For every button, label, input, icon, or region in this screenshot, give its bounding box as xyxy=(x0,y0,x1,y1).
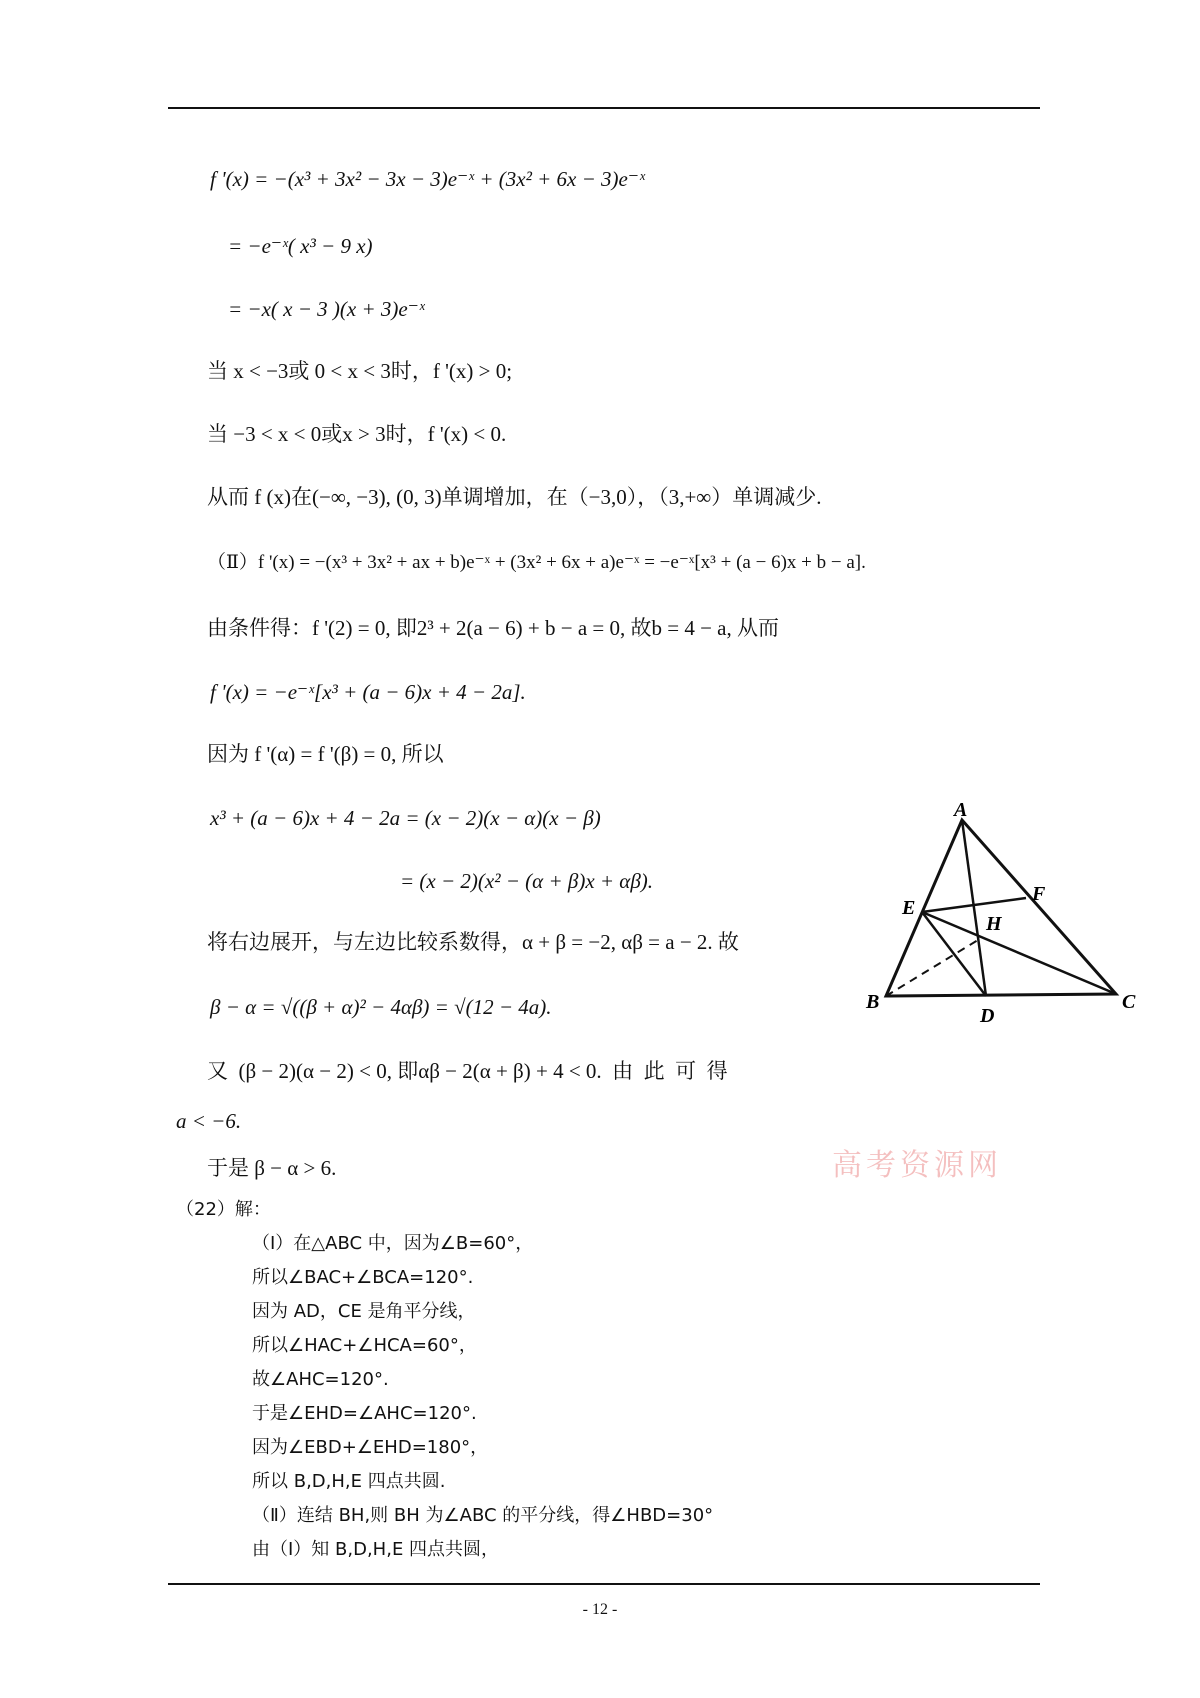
math-line-2: = −e⁻ˣ( x³ − 9 x) xyxy=(228,234,373,258)
text-line-16: a < −6. xyxy=(176,1109,242,1133)
label-e: E xyxy=(902,897,916,919)
label-a: A xyxy=(954,800,968,821)
solution-22-line: 所以∠BAC+∠BCA=120°. xyxy=(252,1267,474,1288)
text-line-13: 将右边展开，与左边比较系数得，α + β = −2, αβ = a − 2. 故 xyxy=(207,930,739,954)
text-line-6: 从而 f (x)在(−∞, −3), (0, 3)单调增加，在（−3,0），（3,+∞）单调减少. xyxy=(207,485,822,509)
triangle-figure xyxy=(808,800,1168,1070)
math-line-3: = −x( x − 3 )(x + 3)e⁻ˣ xyxy=(228,297,425,321)
math-line-1: f '(x) = −(x³ + 3x² − 3x − 3)e⁻ˣ + (3x² + 6x − 3)e⁻ˣ xyxy=(210,167,645,191)
label-b: B xyxy=(866,991,880,1013)
text-line-4: 当 x < −3或 0 < x < 3时，f '(x) > 0; xyxy=(207,359,513,383)
text-line-5: 当 −3 < x < 0或x > 3时，f '(x) < 0. xyxy=(207,422,507,446)
text-line-7: （Ⅱ）f '(x) = −(x³ + 3x² + ax + b)e⁻ˣ + (3x² + 6x + a)e⁻ˣ = −e⁻ˣ[x³ + (a − 6)x + b − a]. xyxy=(207,552,866,573)
solution-22-line: 因为 AD，CE 是角平分线， xyxy=(252,1301,476,1322)
label-d: D xyxy=(980,1005,995,1027)
solution-22-line: 由（Ⅰ）知 B,D,H,E 四点共圆， xyxy=(252,1539,500,1560)
label-c: C xyxy=(1122,991,1136,1013)
math-line-11: x³ + (a − 6)x + 4 − 2a = (x − 2)(x − α)(x − β) xyxy=(210,806,601,830)
solution-22-line: 所以∠HAC+∠HCA=60°， xyxy=(252,1335,477,1356)
text-line-15: 又 (β − 2)(α − 2) < 0, 即αβ − 2(α + β) + 4 < 0. 由 此 可 得 xyxy=(207,1059,728,1083)
solution-22-line: 于是∠EHD=∠AHC=120°. xyxy=(252,1403,477,1424)
math-line-14: β − α = √((β + α)² − 4αβ) = √(12 − 4a). xyxy=(210,995,552,1019)
solution-22-line: （Ⅱ）连结 BH,则 BH 为∠ABC 的平分线，得∠HBD=30° xyxy=(252,1505,714,1526)
solution-22-line: 故∠AHC=120°. xyxy=(252,1369,389,1390)
page-number: - 12 - xyxy=(582,1601,618,1618)
solution-22-line: 所以 B,D,H,E 四点共圆. xyxy=(252,1471,446,1492)
watermark: 高考资源网 xyxy=(832,1148,1002,1183)
header-rule xyxy=(168,107,1040,109)
solution-22-heading: （22）解： xyxy=(176,1199,271,1220)
math-line-12: = (x − 2)(x² − (α + β)x + αβ). xyxy=(400,869,654,893)
solution-22-line: 因为∠EBD+∠EHD=180°， xyxy=(252,1437,489,1458)
label-f: F xyxy=(1032,883,1046,905)
math-line-9: f '(x) = −e⁻ˣ[x³ + (a − 6)x + 4 − 2a]. xyxy=(210,680,526,704)
text-line-10: 因为 f '(α) = f '(β) = 0, 所以 xyxy=(207,742,444,766)
text-line-17: 于是 β − α > 6. xyxy=(207,1156,337,1180)
text-line-8: 由条件得：f '(2) = 0, 即2³ + 2(a − 6) + b − a = 0, 故b = 4 − a, 从而 xyxy=(207,616,780,640)
label-h: H xyxy=(986,913,1002,935)
footer-rule xyxy=(168,1583,1040,1585)
solution-22-line: （Ⅰ）在△ABC 中，因为∠B=60°， xyxy=(252,1233,534,1254)
